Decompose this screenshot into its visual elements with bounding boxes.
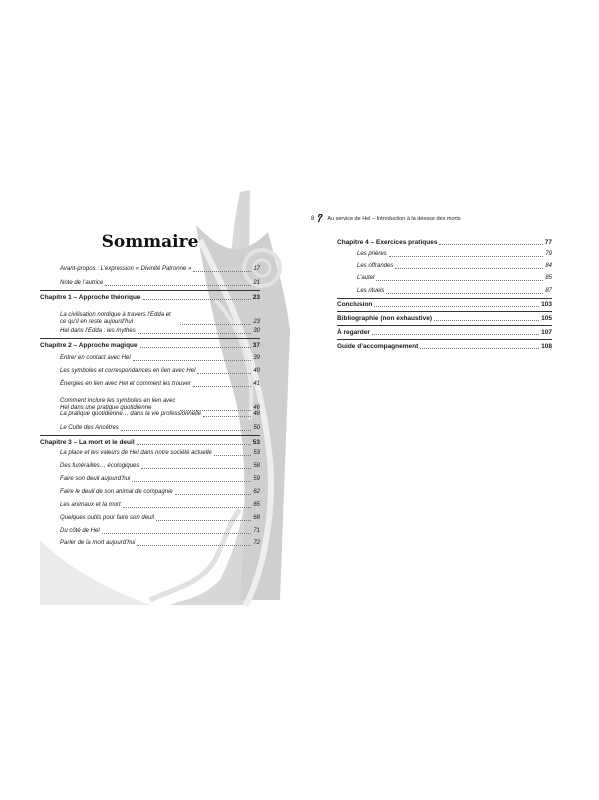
toc-entry-label: Comment inclure les symboles en lien avec Hel dans une pratique quotidienne: [60, 398, 176, 411]
toc-chapter-label: Chapitre 1 – Approche théorique: [40, 294, 141, 301]
dot-leader: [395, 268, 543, 269]
dot-leader: [175, 494, 252, 495]
dot-leader: [386, 293, 543, 294]
section-divider: [337, 311, 552, 312]
toc-chapter[interactable]: [337, 315, 552, 322]
toc-entry[interactable]: [40, 476, 260, 483]
toc-entry-label: Entrer en contact avec Hel: [60, 355, 131, 361]
dot-leader: [121, 430, 252, 431]
toc-chapter[interactable]: [337, 239, 552, 246]
toc-entry-label: L’autel: [357, 275, 375, 281]
toc-chapter[interactable]: [337, 301, 552, 308]
page-title: Sommaire: [101, 232, 199, 252]
toc-entry[interactable]: [40, 368, 260, 375]
dot-leader: [137, 545, 251, 546]
toc-entry-page: 50: [253, 425, 260, 431]
section-divider: [40, 338, 260, 339]
toc-entry-page: 72: [253, 540, 260, 546]
toc-chapter-page: 108: [541, 343, 552, 350]
toc-chapter-label: Chapitre 3 – La mort et le deuil: [40, 439, 135, 446]
toc-entry[interactable]: [40, 355, 260, 362]
toc-chapter-label: Bibliographie (non exhaustive): [337, 315, 432, 322]
section-divider: [337, 325, 552, 326]
toc-entry[interactable]: [337, 288, 552, 295]
toc-chapter-page: 23: [252, 294, 260, 301]
toc-entry-label: Les prières: [357, 251, 387, 257]
dot-leader: [133, 360, 252, 361]
toc-entry[interactable]: [40, 450, 260, 457]
dot-leader: [137, 444, 251, 445]
toc-chapter-label: Conclusion: [337, 301, 373, 308]
toc-chapter[interactable]: [337, 329, 552, 336]
toc-entry-label: Le Culte des Ancêtres: [60, 425, 119, 431]
toc-entry-page: 85: [545, 275, 552, 281]
dot-leader: [141, 468, 251, 469]
toc-entry[interactable]: [40, 502, 260, 509]
running-header: [311, 214, 461, 223]
toc-entry[interactable]: [40, 515, 260, 522]
toc-chapter-page: 37: [252, 342, 260, 349]
toc-entry[interactable]: [40, 381, 260, 388]
toc-entry-label: Les rituels: [357, 288, 385, 294]
toc-entry-page: 68: [253, 515, 260, 521]
dot-leader: [105, 285, 251, 286]
toc-entry-page: 21: [253, 280, 260, 286]
toc-entry-page: 62: [253, 489, 260, 495]
toc-entry-label: Les animaux et la mort: [60, 502, 121, 508]
toc-entry[interactable]: [40, 489, 260, 496]
toc-chapter[interactable]: [40, 294, 260, 301]
dot-leader: [102, 533, 252, 534]
toc-entry-label: La pratique quotidienne… dans la vie professionnelle: [60, 411, 202, 417]
toc-entry-label: Avant-propos : L’expression « Divinité Patronne »: [60, 266, 192, 272]
section-divider: [40, 435, 260, 436]
toc-entry[interactable]: [40, 540, 260, 547]
section-divider: [337, 339, 552, 340]
toc-entry-page: 23: [253, 319, 260, 325]
dot-leader: [203, 416, 251, 417]
dot-leader: [193, 386, 252, 387]
toc-entry[interactable]: [40, 312, 260, 326]
toc-entry[interactable]: [40, 398, 260, 412]
toc-entry-page: 84: [545, 263, 552, 269]
toc-entry-page: 65: [253, 502, 260, 508]
toc-entry-page: 40: [253, 368, 260, 374]
toc-entry[interactable]: [337, 251, 552, 258]
toc-entry-label: Des funérailles… écologiques: [60, 463, 140, 469]
toc-chapter-page: 77: [544, 239, 552, 246]
section-divider: [40, 290, 260, 291]
toc-chapter[interactable]: [40, 342, 260, 349]
toc-entry-page: 46: [253, 405, 260, 411]
toc-entry-label: Quelques outils pour faire son deuil: [60, 515, 155, 521]
toc-entry[interactable]: [40, 411, 260, 418]
toc-entry-label: Les symboles et correspondances en lien avec Hel: [60, 368, 196, 374]
section-divider: [337, 298, 552, 299]
toc-chapter-label: Guide d’accompagnement: [337, 343, 419, 350]
toc-entry-page: 41: [253, 381, 260, 387]
toc-entry[interactable]: [337, 275, 552, 282]
toc-entry[interactable]: [40, 266, 260, 273]
toc-entry-label: La place et les valeurs de Hel dans notre société actuelle: [60, 450, 212, 456]
toc-entry-label: Parler de la mort aujourd’hui: [60, 540, 136, 546]
toc-chapter-label: À regarder: [337, 329, 370, 336]
toc-entry[interactable]: [337, 263, 552, 270]
toc-entry-page: 53: [253, 450, 260, 456]
toc-entry-label: Énergies en lien avec Hel et comment les trouver: [60, 381, 191, 387]
toc-entry-page: 30: [253, 328, 260, 334]
toc-chapter[interactable]: [40, 439, 260, 446]
toc-entry-label: Faire son deuil aujourd’hui: [60, 476, 131, 482]
dot-leader: [372, 334, 539, 335]
dot-leader: [140, 347, 251, 348]
toc-chapter-page: 105: [541, 315, 552, 322]
dot-leader: [389, 256, 544, 257]
toc-entry[interactable]: [40, 463, 260, 470]
toc-entry-page: 79: [545, 251, 552, 257]
toc-entry-label: La civilisation nordique à travers l’Edda et ce qu’il en reste aujourd’hui: [60, 312, 171, 325]
toc-entry-label: Les offrandes: [357, 263, 394, 269]
dot-leader: [138, 333, 252, 334]
toc-chapter[interactable]: [337, 343, 552, 350]
toc-entry[interactable]: [40, 425, 260, 432]
toc-entry-label: Du côté de Hel: [60, 528, 100, 534]
toc-chapter-page: 107: [541, 329, 552, 336]
toc-chapter-label: Chapitre 2 – Approche magique: [40, 342, 138, 349]
dot-leader: [214, 455, 252, 456]
toc-chapter-page: 53: [252, 439, 260, 446]
toc-entry[interactable]: [40, 528, 260, 535]
toc-entry-page: 58: [253, 463, 260, 469]
dot-leader: [132, 481, 251, 482]
dot-leader: [439, 244, 542, 245]
toc-entry-page: 59: [253, 476, 260, 482]
toc-entry-page: 17: [253, 266, 260, 272]
toc-entry-page: 87: [545, 288, 552, 294]
dot-leader: [434, 320, 539, 321]
dot-leader: [156, 520, 251, 521]
dot-leader: [143, 299, 251, 300]
toc-entry[interactable]: [40, 328, 260, 335]
toc-entry-page: 71: [253, 528, 260, 534]
dot-leader: [376, 280, 543, 281]
dot-leader: [180, 324, 251, 325]
toc-entry-label: Note de l’autrice: [60, 280, 104, 286]
toc-entry-label: Hel dans l’Edda : les mythes: [60, 328, 136, 334]
toc-chapter-page: 103: [541, 301, 552, 308]
toc-entry-page: 39: [253, 355, 260, 361]
toc-chapter-label: Chapitre 4 – Exercices pratiques: [337, 239, 438, 246]
dot-leader: [420, 348, 539, 349]
dot-leader: [193, 271, 251, 272]
hel-emblem-icon: [317, 214, 324, 223]
dot-leader: [374, 306, 539, 307]
toc-entry-page: 48: [253, 411, 260, 417]
dot-leader: [123, 507, 252, 508]
toc-entry[interactable]: [40, 280, 260, 287]
dot-leader: [197, 373, 251, 374]
toc-entry-label: Faire le deuil de son animal de compagnie: [60, 489, 173, 495]
header-title: Au service de Hel – Introduction à la déesse des morts: [327, 215, 461, 222]
header-page-number: 8: [311, 215, 315, 222]
